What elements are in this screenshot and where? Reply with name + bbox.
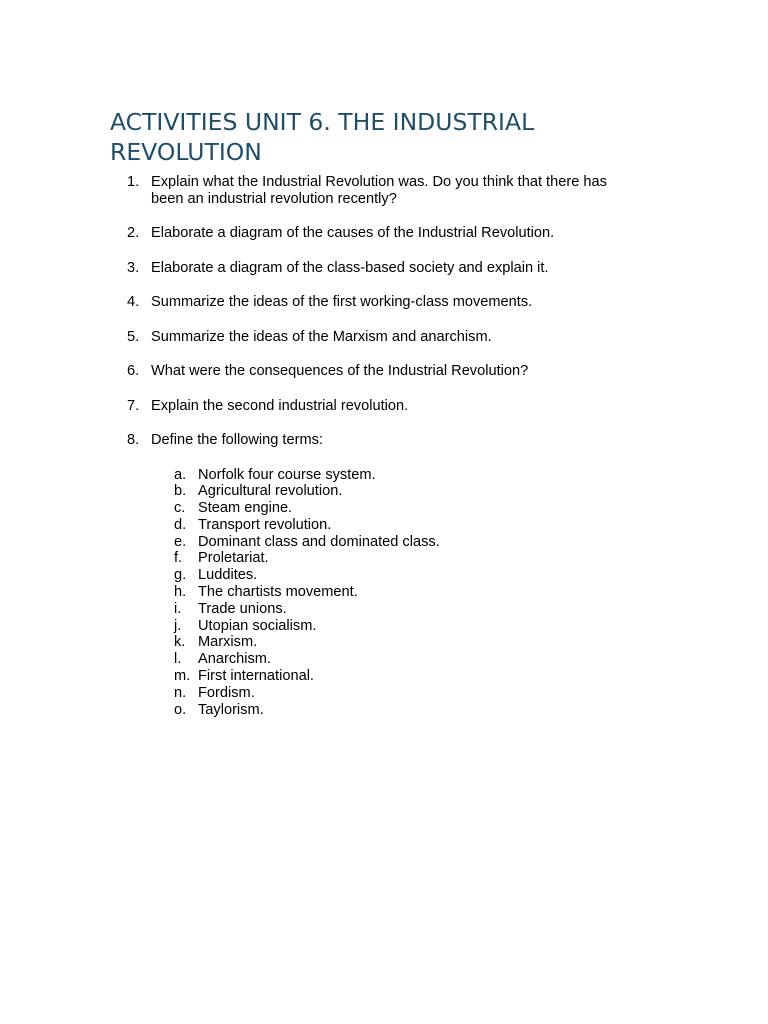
term-text: Proletariat. [198, 550, 269, 567]
question-item [0, 329, 641, 346]
question-text: Summarize the ideas of the Marxism and anarchism. [151, 328, 492, 345]
term-text: Anarchism. [198, 651, 271, 668]
question-number: 2. [127, 225, 140, 241]
term-text: Dominant class and dominated class. [198, 533, 440, 550]
term-item [151, 651, 641, 668]
term-text: Taylorism. [198, 701, 264, 718]
question-text: Elaborate a diagram of the class-based society and explain it. [151, 259, 549, 276]
term-item [151, 601, 641, 618]
term-text: Agricultural revolution. [198, 483, 343, 500]
question-text: Summarize the ideas of the first working-class movements. [151, 294, 533, 310]
question-number: 5. [127, 328, 140, 345]
term-text: The chartists movement. [198, 584, 358, 601]
question-number: 6. [127, 363, 140, 379]
question-text: What were the consequences of the Industrial Revolution? [151, 363, 529, 379]
term-text: Trade unions. [198, 600, 287, 617]
term-text: Norfolk four course system. [198, 466, 376, 483]
term-item [151, 702, 641, 719]
terms-list [151, 467, 641, 719]
term-item [151, 467, 641, 484]
question-number: 4. [127, 294, 140, 310]
term-item [151, 550, 641, 567]
term-letter: g. [174, 567, 187, 584]
term-letter: o. [174, 701, 187, 718]
term-letter: j. [174, 617, 182, 634]
term-letter: l. [174, 651, 182, 668]
document-title: ACTIVITIES UNIT 6. THE INDUSTRIAL REVOLUTION [110, 108, 535, 166]
term-item [151, 534, 641, 551]
term-letter: b. [174, 483, 187, 500]
term-letter: m. [174, 668, 191, 685]
term-text: Marxism. [198, 634, 258, 651]
question-item [0, 174, 641, 207]
term-item [151, 618, 641, 635]
term-item [151, 668, 641, 685]
question-item [0, 225, 641, 242]
term-item [151, 500, 641, 517]
term-text: Steam engine. [198, 500, 293, 517]
question-text: Explain what the Industrial Revolution was. Do you think that there has been an industrial revolution recently? [151, 174, 607, 207]
term-item [151, 584, 641, 601]
question-text: Define the following terms: [151, 432, 323, 448]
question-number: 1. [127, 174, 140, 190]
term-letter: e. [174, 533, 187, 550]
question-item [0, 398, 641, 415]
question-number: 8. [127, 432, 140, 448]
question-item [0, 432, 641, 718]
term-item [151, 685, 641, 702]
question-text: Explain the second industrial revolution. [151, 397, 409, 414]
question-item [0, 294, 641, 311]
term-letter: c. [174, 500, 186, 517]
question-list [0, 174, 768, 736]
term-text: Utopian socialism. [198, 617, 317, 634]
term-item [151, 517, 641, 534]
question-item [0, 363, 641, 380]
term-letter: i. [174, 600, 182, 617]
term-text: Luddites. [198, 567, 258, 584]
term-item [151, 567, 641, 584]
term-letter: h. [174, 584, 187, 601]
question-item [0, 260, 641, 277]
term-item [151, 634, 641, 651]
term-text: First international. [198, 668, 314, 685]
term-letter: k. [174, 634, 186, 651]
term-text: Fordism. [198, 684, 255, 701]
term-item [151, 483, 641, 500]
question-text: Elaborate a diagram of the causes of the Industrial Revolution. [151, 225, 555, 241]
term-letter: f. [174, 550, 183, 567]
question-number: 3. [127, 259, 140, 276]
question-number: 7. [127, 397, 140, 414]
term-text: Transport revolution. [198, 516, 332, 533]
term-letter: d. [174, 516, 187, 533]
term-letter: a. [174, 466, 187, 483]
term-letter: n. [174, 684, 187, 701]
